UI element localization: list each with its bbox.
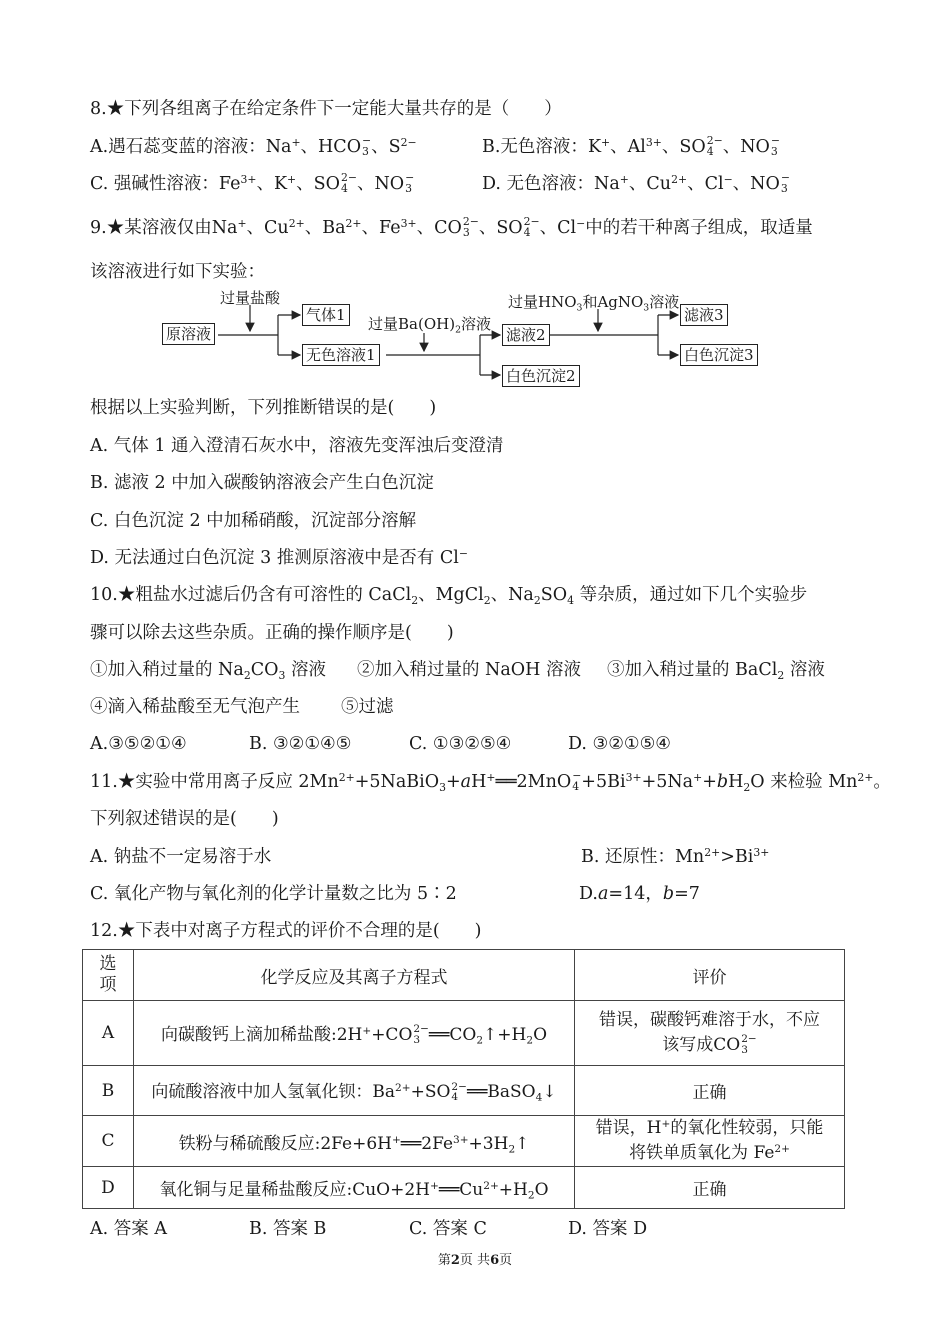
q12-option-a: A. 答案 A [90,1219,167,1239]
header-option: 选 项 [83,950,134,1001]
q8-option-c: C. 强碱性溶液：$Fe^{3+}$、K+、SO 2− 4 、NO − 3 [90,171,415,195]
reagent-baoh2: 过量$Ba(OH)_2$溶液 [368,315,491,336]
table-row [83,1066,845,1116]
q9-stem-line2: 该溶液进行如下实验： [90,262,265,282]
page-footer: 第2页 共6页 [437,1253,513,1268]
q11-stem-line2: 下列叙述错误的是( ) [90,809,279,829]
q12-stem: 12.★下表中对离子方程式的评价不合理的是( ) [90,921,482,941]
q8-option-a: A.遇石蕊变蓝的溶液：Na+、HCO − 3 、$S^{2-}$ [90,134,417,158]
q9-flow-diagram [150,283,790,395]
header-evaluation: 评价 [575,950,845,1001]
q10-stem: 10.★粗盐水过滤后仍含有可溶性的 CaCl$_2$、MgCl$_2$、$Na_2SO_4$ 等杂质，通过如下几个实验步 [90,585,808,607]
q10-step2: ②加入稍过量的 NaOH 溶液 [357,660,581,680]
q12-option-b: B. 答案 B [249,1219,327,1239]
q11-stem: 11.★实验中常用离子反应 $2Mn^{2+}+5NaBiO_3+aH^+══2MnO$ − 4 $+5Bi^{3+}+5Na^++bH_2O$ 来检验 $Mn^{2+}$。 [90,769,891,794]
q10-step3: ③加入稍过量的 BaCl$_2$ 溶液 [607,660,825,682]
q11-option-c: C. 氧化产物与氧化剂的化学计量数之比为 5∶2 [90,884,457,904]
q8-stem: 8.★下列各组离子在给定条件下一定能大量共存的是（ ） [90,99,562,119]
box-precipitate3: 白色沉淀3 [680,344,758,366]
box-precipitate2: 白色沉淀2 [502,365,580,387]
q9-question: 根据以上实验判断，下列推断错误的是( ) [90,398,437,418]
row-option: A [83,1001,134,1066]
row-evaluation: 正确 [575,1167,845,1209]
row-evaluation: 正确 [575,1066,845,1116]
box-solution1: 无色溶液1 [302,344,380,366]
q12-option-c: C. 答案 C [409,1219,487,1239]
q10-option-d: D. ③②①⑤④ [568,734,671,754]
row-evaluation: 错误，碳酸钙难溶于水，不应 该写成CO 2− 3 [575,1001,845,1066]
q9-option-a: A. 气体 1 通入澄清石灰水中，溶液先变浑浊后变澄清 [90,436,504,456]
row-option: B [83,1066,134,1116]
q10-step5: ⑤过滤 [341,697,394,717]
header-reaction: 化学反应及其离子方程式 [134,950,575,1001]
q10-option-a: A.③⑤②①④ [90,734,187,754]
box-filtrate3: 滤液3 [680,304,728,326]
q10-option-b: B. ③②①④⑤ [249,734,352,754]
q11-option-a: A. 钠盐不一定易溶于水 [90,847,272,867]
q12-evaluation-table [82,949,845,1209]
q9-option-d: D. 无法通过白色沉淀 3 推测原溶液中是否有 Cl− [90,547,468,568]
q12-option-d: D. 答案 D [568,1219,648,1239]
row-reaction: 向碳酸钙上滴加稀盐酸:2H++CO 2− 3 $══CO_2↑+H_2O$ [134,1001,575,1066]
table-row [83,1116,845,1167]
table-row [83,1001,845,1066]
q10-stem-line2: 骤可以除去这些杂质。正确的操作顺序是( ) [90,623,454,643]
q8-option-b: B.无色溶液：K+、$Al^{3+}$、SO 2− 4 、NO − 3 [482,134,780,158]
table-header-row [83,950,845,1001]
box-gas1: 气体1 [302,304,350,326]
row-reaction: 氧化铜与足量稀盐酸反应$:CuO+2H^+══Cu^{2+}+H_2O$ [134,1167,575,1209]
table-row [83,1167,845,1209]
row-option: D [83,1167,134,1209]
reagent-hno3-agno3: 过量$HNO_3$和AgNO$_3$溶液 [508,293,680,314]
q9-option-b: B. 滤液 2 中加入碳酸钠溶液会产生白色沉淀 [90,473,434,493]
q10-option-c: C. ①③②⑤④ [409,734,512,754]
q8-option-d: D. 无色溶液：Na+、$Cu^{2+}$、Cl−、NO − 3 [482,171,790,195]
box-original-solution: 原溶液 [162,323,215,345]
box-filtrate2: 滤液2 [502,324,550,346]
q10-step4: ④滴入稀盐酸至无气泡产生 [90,697,300,717]
row-reaction: 铁粉与稀硫酸反应$:2Fe+6H^+══2Fe^{3+}+3H_2↑$ [134,1116,575,1167]
q9-option-c: C. 白色沉淀 2 中加稀硝酸，沉淀部分溶解 [90,511,417,531]
q11-option-b: B. 还原性：$Mn^{2+}>Bi^{3+}$ [581,846,770,867]
row-option: C [83,1116,134,1167]
row-reaction: 向硫酸溶液中加人氢氧化钡：$Ba^{2+}+SO$ 2− 4 ══BaSO$_4$↓ [134,1066,575,1116]
row-evaluation: 错误，H+的氧化性较弱，只能 将铁单质氧化为 $Fe^{2+}$ [575,1116,845,1167]
q9-stem: 9.★某溶液仅由Na+、$Cu^{2+}$、$Ba^{2+}$、$Fe^{3+}$、CO 2− 3 、SO 2− 4 、Cl−中的若干种离子组成，取适量 [90,215,813,239]
reagent-hcl: 过量盐酸 [220,289,281,307]
q10-step1: ①加入稍过量的 $Na_2CO_3$ 溶液 [90,660,326,682]
q11-option-d: D.a=14，b=7 [579,884,700,904]
